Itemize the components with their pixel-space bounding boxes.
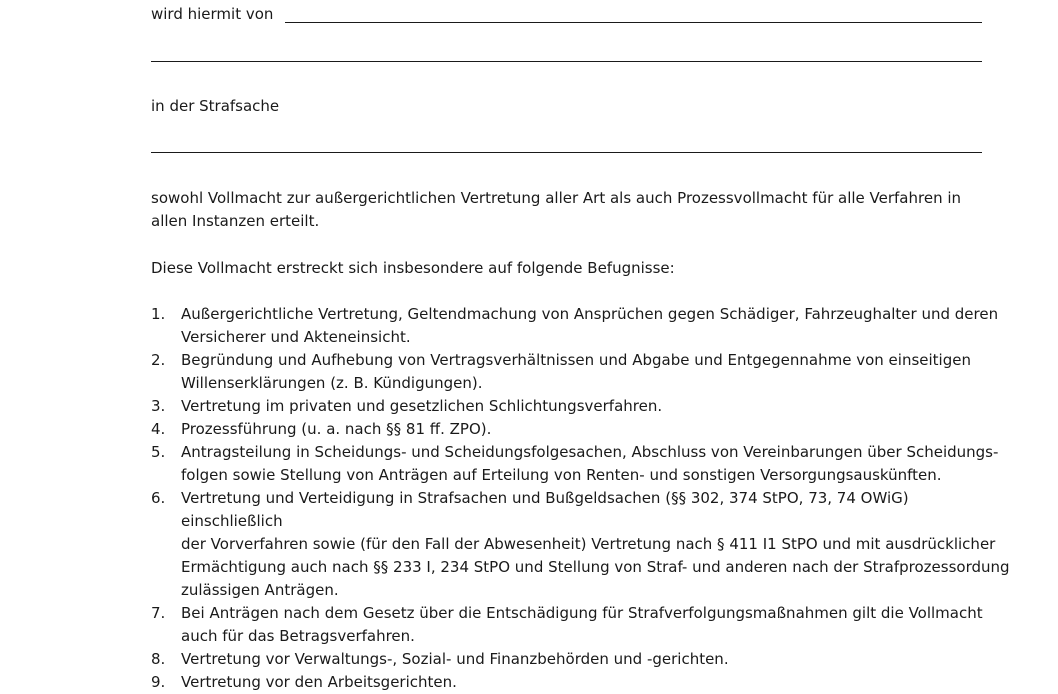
- power-number: 8.: [151, 650, 166, 668]
- power-item-7: [151, 602, 1011, 648]
- power-number: 3.: [151, 397, 166, 415]
- power-text: Begründung und Aufhebung von Vertragsverhältnissen und Abgabe und Entgegennahme von einseitigen Willenserklärungen (z. B. Kündigungen).: [181, 351, 971, 392]
- power-number: 1.: [151, 305, 166, 323]
- power-text: Bei Anträgen nach dem Gesetz über die Entschädigung für Strafverfolgungsmaßnahmen gilt die Vollmacht auch für das Betragsverfahren.: [181, 604, 983, 645]
- grantor-line-1[interactable]: [285, 22, 982, 23]
- power-item-8: [151, 648, 1011, 671]
- power-number: 2.: [151, 351, 166, 369]
- power-text: Vertretung vor Verwaltungs-, Sozial- und Finanzbehörden und -gerichten.: [181, 650, 729, 668]
- power-number: 4.: [151, 420, 166, 438]
- power-item-9: [151, 671, 1011, 694]
- power-text: Prozessführung (u. a. nach §§ 81 ff. ZPO).: [181, 420, 492, 438]
- power-text: Antragsteilung in Scheidungs- und Scheidungsfolgesachen, Abschluss von Vereinbarungen über Scheidungs- folgen sowie Stellung von Anträgen auf Erteilung von Renten- und sonstigen Versorgungsauskünften.: [181, 443, 999, 484]
- power-item-1: [151, 303, 1011, 349]
- power-item-4: [151, 418, 1011, 441]
- power-number: 5.: [151, 443, 166, 461]
- power-number: 7.: [151, 604, 166, 622]
- case-label: in der Strafsache: [151, 97, 280, 115]
- power-text: Vertretung und Verteidigung in Strafsachen und Bußgeldsachen (§§ 302, 374 StPO, 73, 74 OWiG) einschließlich der Vorverfahren sowie (für den Fall der Abwesenheit) Vertretung nach § 411 I1 StPO und mit ausdrücklicher Ermächtigung auch nach §§ 233 I, 234 StPO und Stellung von Straf- und anderen nach der Strafprozessordung zulässigen Anträgen.: [181, 489, 1010, 599]
- case-line[interactable]: [151, 152, 982, 153]
- grant-text: sowohl Vollmacht zur außergerichtlichen Vertretung aller Art als auch Prozessvollmacht für alle Verfahren in allen Instanzen erteilt.: [151, 189, 962, 230]
- power-item-2: [151, 349, 1011, 395]
- power-item-3: [151, 395, 1011, 418]
- scope-intro: Diese Vollmacht erstreckt sich insbesondere auf folgende Befugnisse:: [151, 259, 675, 277]
- from-label: wird hiermit von: [151, 5, 274, 23]
- power-number: 9.: [151, 673, 166, 691]
- power-text: Vertretung vor den Arbeitsgerichten.: [181, 673, 457, 691]
- power-item-6: [151, 487, 1011, 602]
- power-item-5: [151, 441, 1011, 487]
- grantor-line-2[interactable]: [151, 61, 982, 62]
- powers-list: [151, 303, 1011, 694]
- power-text: Außergerichtliche Vertretung, Geltendmachung von Ansprüchen gegen Schädiger, Fahrzeughalter und deren Versicherer und Akteneinsicht.: [181, 305, 999, 346]
- power-number: 6.: [151, 489, 166, 507]
- power-text: Vertretung im privaten und gesetzlichen Schlichtungsverfahren.: [181, 397, 663, 415]
